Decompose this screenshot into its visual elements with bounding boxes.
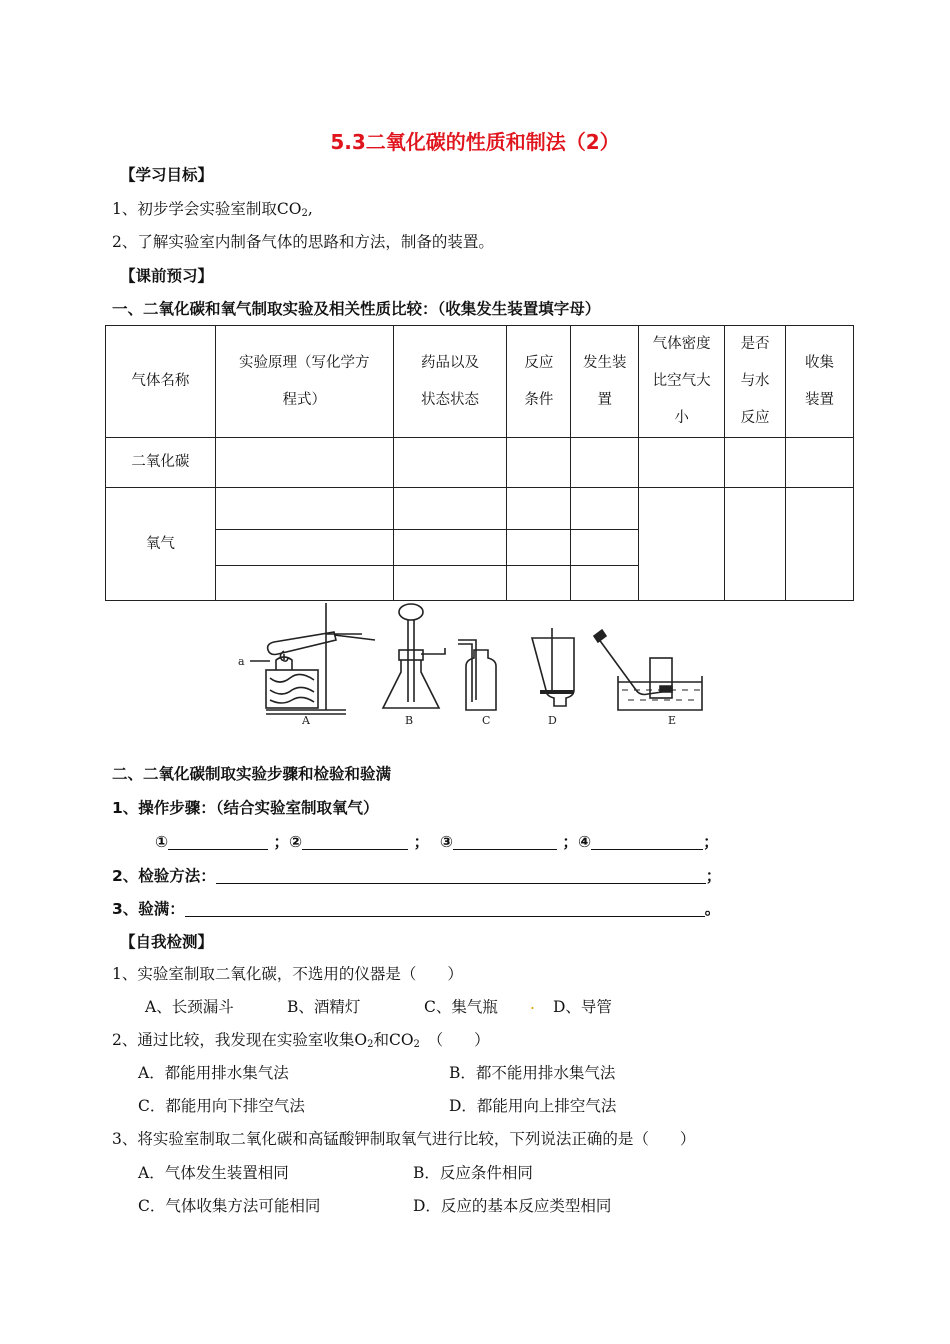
apparatus-c [458,640,496,710]
learning-goal-2: 2、了解实验室内制备气体的思路和方法，制备的装置。 [112,233,494,251]
cell [393,566,507,601]
apparatus-a [250,603,375,714]
learning-goals-heading: 【学习目标】 [120,166,214,184]
q3-option-a: A．气体发生装置相同 [138,1164,289,1182]
steps-row: ① ；② ； ③ ；④ ； [155,833,719,851]
cell [571,530,639,566]
question-2: 2、通过比较，我发现在实验室收集$O_2$和$CO_2$ （ ） [112,1031,490,1050]
cell [507,488,571,530]
q2-option-a: A．都能用排水集气法 [138,1064,289,1082]
label-D: D [548,714,557,727]
label-a: a [238,655,245,668]
cell [215,488,393,530]
header-conditions: 反应 条件 [507,326,571,438]
q1-option-d: D、导管 [553,998,612,1016]
operation-steps-label: 1、操作步骤：（结合实验室制取氧气） [112,799,379,817]
full-check-blank[interactable] [185,900,705,917]
cell [215,530,393,566]
cell [571,438,639,488]
cell [786,438,854,488]
question-1: 1、实验室制取二氧化碳，不选用的仪器是（ ） [112,965,463,983]
cell [507,566,571,601]
q2-option-c: C．都能用向下排空气法 [138,1097,305,1115]
step-3-blank[interactable] [453,833,557,850]
header-density: 气体密度 比空气大 小 [639,326,725,438]
learning-goal-1: 1、初步学会实验室制取$CO_2$, [112,200,313,219]
cell [639,488,725,601]
q1-option-c: C、集气瓶 [424,998,498,1016]
cell [571,566,639,601]
q2-option-d: D．都能用向上排空气法 [449,1097,617,1115]
apparatus-b [383,604,445,708]
label-C: C [482,714,491,727]
header-principle: 实验原理（写化学方 程式） [215,326,393,438]
q3-option-d: D．反应的基本反应类型相同 [413,1197,612,1215]
cell [215,566,393,601]
q1-stray-dot: . [530,995,535,1013]
cell [639,438,725,488]
q3-option-c: C．气体收集方法可能相同 [138,1197,321,1215]
apparatus-d [532,628,574,706]
q1-option-a: A、长颈漏斗 [145,998,234,1016]
step-4-blank[interactable] [591,833,703,850]
q1-option-b: B、酒精灯 [287,998,361,1016]
q2-option-b: B．都不能用排水集气法 [449,1064,616,1082]
selftest-heading: 【自我检测】 [120,933,214,951]
preview-heading: 【课前预习】 [120,267,214,285]
cell [786,488,854,601]
header-reagents: 药品以及 状态状态 [393,326,507,438]
page-title: 5.3二氧化碳的性质和制法（2） [330,130,620,154]
cell [725,438,786,488]
step-1-blank[interactable] [168,833,268,850]
apparatus-e [594,630,702,710]
label-E: E [668,714,677,727]
test-method-blank[interactable] [216,867,706,884]
step-2-blank[interactable] [302,833,408,850]
header-generator: 发生装 置 [571,326,639,438]
section2-title: 二、二氧化碳制取实验步骤和检验和验满 [112,765,392,783]
cell [393,438,507,488]
comparison-table [105,325,854,601]
cell [571,488,639,530]
cell [215,438,393,488]
header-gas-name: 气体名称 [106,326,216,438]
cell [507,530,571,566]
label-B: B [405,714,414,727]
test-method-row: 2、检验方法： ； [112,867,722,885]
cell [393,488,507,530]
cell [393,530,507,566]
row-o2-label: 氧气 [106,488,216,601]
header-water: 是否 与水 反应 [725,326,786,438]
section1-title: 一、二氧化碳和氧气制取实验及相关性质比较：（收集发生装置填字母） [112,300,601,318]
row-co2-label: 二氧化碳 [106,438,216,488]
label-A: A [302,714,310,727]
cell [507,438,571,488]
q3-option-b: B．反应条件相同 [413,1164,533,1182]
header-collection: 收集 装置 [786,326,854,438]
cell [725,488,786,601]
full-check-row: 3、验满： 。 [112,900,721,918]
apparatus-figure [230,598,710,730]
question-3: 3、将实验室制取二氧化碳和高锰酸钾制取氧气进行比较，下列说法正确的是（ ） [112,1130,696,1148]
